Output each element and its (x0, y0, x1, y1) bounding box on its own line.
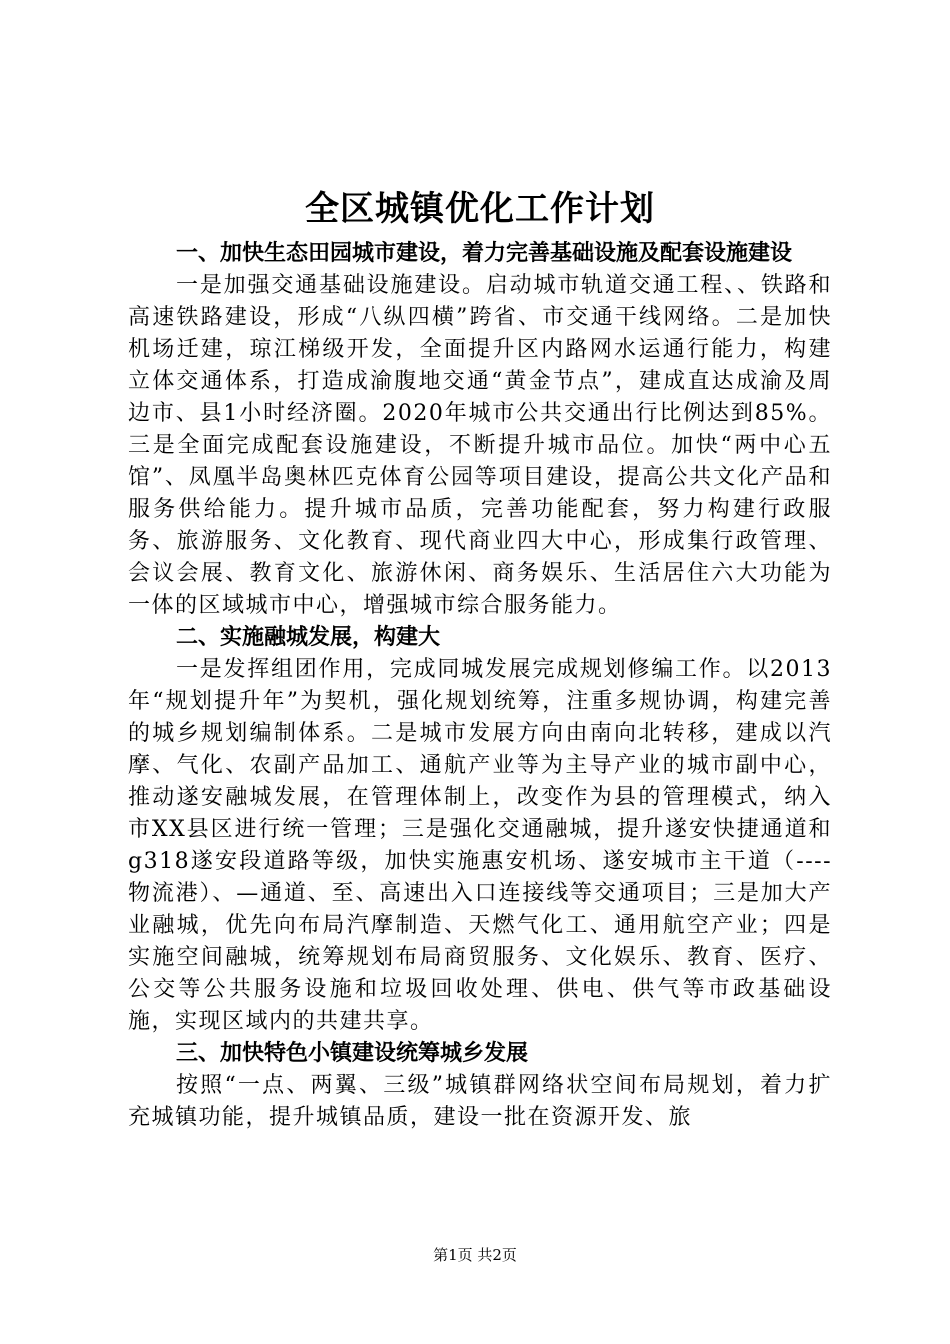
section-heading: 二、实施融城发展，构建大 (176, 625, 441, 650)
document-title: 全区城镇优化工作计划 (305, 189, 655, 229)
section-1 (128, 238, 832, 622)
section-paragraph: 按照“一点、两翼、三级”城镇群网络状空间布局规划，着力扩充城镇功能，提升城镇品质，建设一批在资源开发、旅 (128, 1073, 832, 1130)
page-footer: 第1页 共2页 (433, 1246, 517, 1264)
document-page (128, 180, 832, 1134)
section-paragraph: 一是加强交通基础设施建设。启动城市轨道交通工程、、铁路和高速铁路建设，形成“八纵四横”跨省、市交通干线网络。二是加快机场迁建，琼江梯级开发，全面提升区内路网水运通行能力，构建立体交通体系，打造成渝腹地交通“黄金节点”，建成直达成渝及周边市、县1小时经济圈。2020年城市公共交通出行比例达到85%。三是全面完成配套设施建设，不断提升城市品位。加快“两中心五馆”、凤凰半岛奥林匹克体育公园等项目建设，提高公共文化产品和服务供给能力。提升城市品质，完善功能配套，努力构建行政服务、旅游服务、文化教育、现代商业四大中心，形成集行政管理、会议会展、教育文化、旅游休闲、商务娱乐、生活居住六大功能为一体的区域城市中心，增强城市综合服务能力。 (128, 273, 832, 618)
section-paragraph: 一是发挥组团作用，完成同城发展完成规划修编工作。以2013年“规划提升年”为契机，强化规划统筹，注重多规协调，构建完善的城乡规划编制体系。二是城市发展方向由南向北转移，建成以汽摩、气化、农副产品加工、通航产业等为主导产业的城市副中心，推动遂安融城发展，在管理体制上，改变作为县的管理模式，纳入市XX县区进行统一管理；三是强化交通融城，提升遂安快捷通道和g318遂安段道路等级，加快实施惠安机场、遂安城市主干道（----物流港）、—通道、至、高速出入口连接线等交通项目；三是加大产业融城，优先向布局汽摩制造、天燃气化工、通用航空产业；四是实施空间融城，统筹规划布局商贸服务、文化娱乐、教育、医疗、公交等公共服务设施和垃圾回收处理、供电、供气等市政基础设施，实现区域内的共建共享。 (128, 657, 832, 1034)
section-2 (128, 622, 832, 1038)
section-heading: 三、加快特色小镇建设统筹城乡发展 (176, 1041, 529, 1066)
section-heading: 一、加快生态田园城市建设，着力完善基础设施及配套设施建设 (176, 241, 793, 266)
section-3 (128, 1038, 832, 1134)
